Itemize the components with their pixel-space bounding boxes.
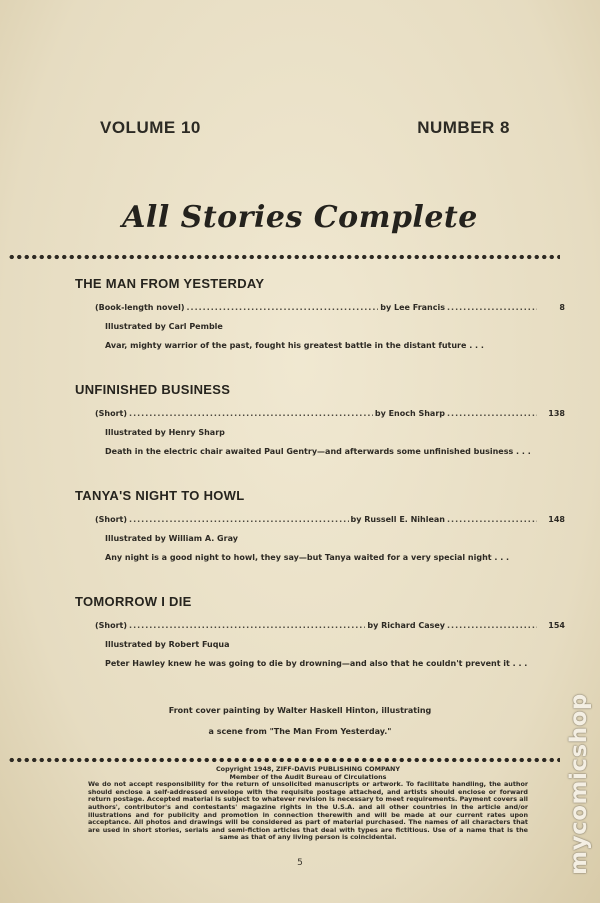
story-type: (Short) xyxy=(95,409,128,418)
story-listing-line xyxy=(95,303,565,312)
submission-policy-text: We do not accept responsibility for the return of unsolicited manuscripts or artwork. To facilitate handling, the author should enclose a self-addressed envelope with the requisite postage attached, and artists should enclose or forward return postage. Accepted material is subject to whatever revision is necessary to meet requirements. Payment covers all authors', contributor's and contestants' magazine rights in the U.S.A. and all other countries in the article and/or illustrations and for publicity and promotion in connection therewith and will be made at our current rates upon acceptance. All photos and drawings will be considered as part of material purchased. The names of all characters that are used in short stories, serials and semi-fiction articles that deal with types are fictitious. Use of a name that is the same as that of any living person is coincidental. xyxy=(88,780,528,842)
story-illustrator: Illustrated by Henry Sharp xyxy=(105,428,225,437)
story-title: TANYA'S NIGHT TO HOWL xyxy=(75,488,245,503)
leader-dots xyxy=(187,303,379,312)
leader-dots xyxy=(447,621,537,630)
story-blurb: Avar, mighty warrior of the past, fought his greatest battle in the distant future . . . xyxy=(105,341,484,350)
bottom-dot-rule xyxy=(8,757,560,763)
leader-dots xyxy=(129,409,373,418)
page-folio: 5 xyxy=(297,858,303,868)
story-entry xyxy=(75,276,565,350)
top-dot-rule xyxy=(8,254,560,260)
contents-banner: All Stories Complete xyxy=(122,200,478,235)
story-type: (Short) xyxy=(95,515,128,524)
story-entry xyxy=(75,488,565,562)
story-author: by Russell E. Nihlean xyxy=(350,515,445,524)
number-label: NUMBER 8 xyxy=(417,118,510,137)
story-title: UNFINISHED BUSINESS xyxy=(75,382,231,397)
cover-credit xyxy=(0,700,600,742)
watermark-text: mycomicshop xyxy=(566,693,592,875)
cover-credit-line: a scene from "The Man From Yesterday." xyxy=(208,727,392,736)
issue-header xyxy=(100,118,510,138)
page-number: 8 xyxy=(559,303,565,312)
story-listing-line xyxy=(95,515,565,524)
story-illustrator: Illustrated by William A. Gray xyxy=(105,534,238,543)
site-watermark xyxy=(562,668,596,900)
story-blurb: Death in the electric chair awaited Paul Gentry—and afterwards some unfinished business . . . xyxy=(105,447,531,456)
story-title: THE MAN FROM YESTERDAY xyxy=(75,276,265,291)
story-listing-line xyxy=(95,409,565,418)
leader-dots xyxy=(129,621,365,630)
membership-line: Member of the Audit Bureau of Circulations xyxy=(229,772,387,781)
story-listing-line xyxy=(95,621,565,630)
story-author: by Lee Francis xyxy=(380,303,445,312)
volume-label: VOLUME 10 xyxy=(100,118,201,137)
story-blurb: Any night is a good night to howl, they say—but Tanya waited for a very special night . . . xyxy=(105,553,510,562)
copyright-line: Copyright 1948, ZIFF-DAVIS PUBLISHING COMPANY xyxy=(215,765,400,773)
page-number: 154 xyxy=(548,621,565,630)
leader-dots xyxy=(447,515,537,524)
story-type: (Short) xyxy=(95,621,128,630)
leader-dots xyxy=(447,409,537,418)
leader-dots xyxy=(129,515,348,524)
leader-dots xyxy=(447,303,537,312)
story-author: by Richard Casey xyxy=(367,621,445,630)
story-illustrator: Illustrated by Carl Pemble xyxy=(105,322,223,331)
publisher-fine-print xyxy=(88,766,528,842)
story-entry xyxy=(75,382,565,456)
story-title: TOMORROW I DIE xyxy=(75,594,192,609)
story-illustrator: Illustrated by Robert Fuqua xyxy=(105,640,230,649)
story-blurb: Peter Hawley knew he was going to die by drowning—and also that he couldn't prevent it . . . xyxy=(105,659,528,668)
story-author: by Enoch Sharp xyxy=(374,409,445,418)
story-entry xyxy=(75,594,565,668)
story-type: (Book-length novel) xyxy=(95,303,185,312)
page-number: 148 xyxy=(548,515,565,524)
page-number: 138 xyxy=(548,409,565,418)
cover-credit-line: Front cover painting by Walter Haskell Hinton, illustrating xyxy=(168,706,432,715)
